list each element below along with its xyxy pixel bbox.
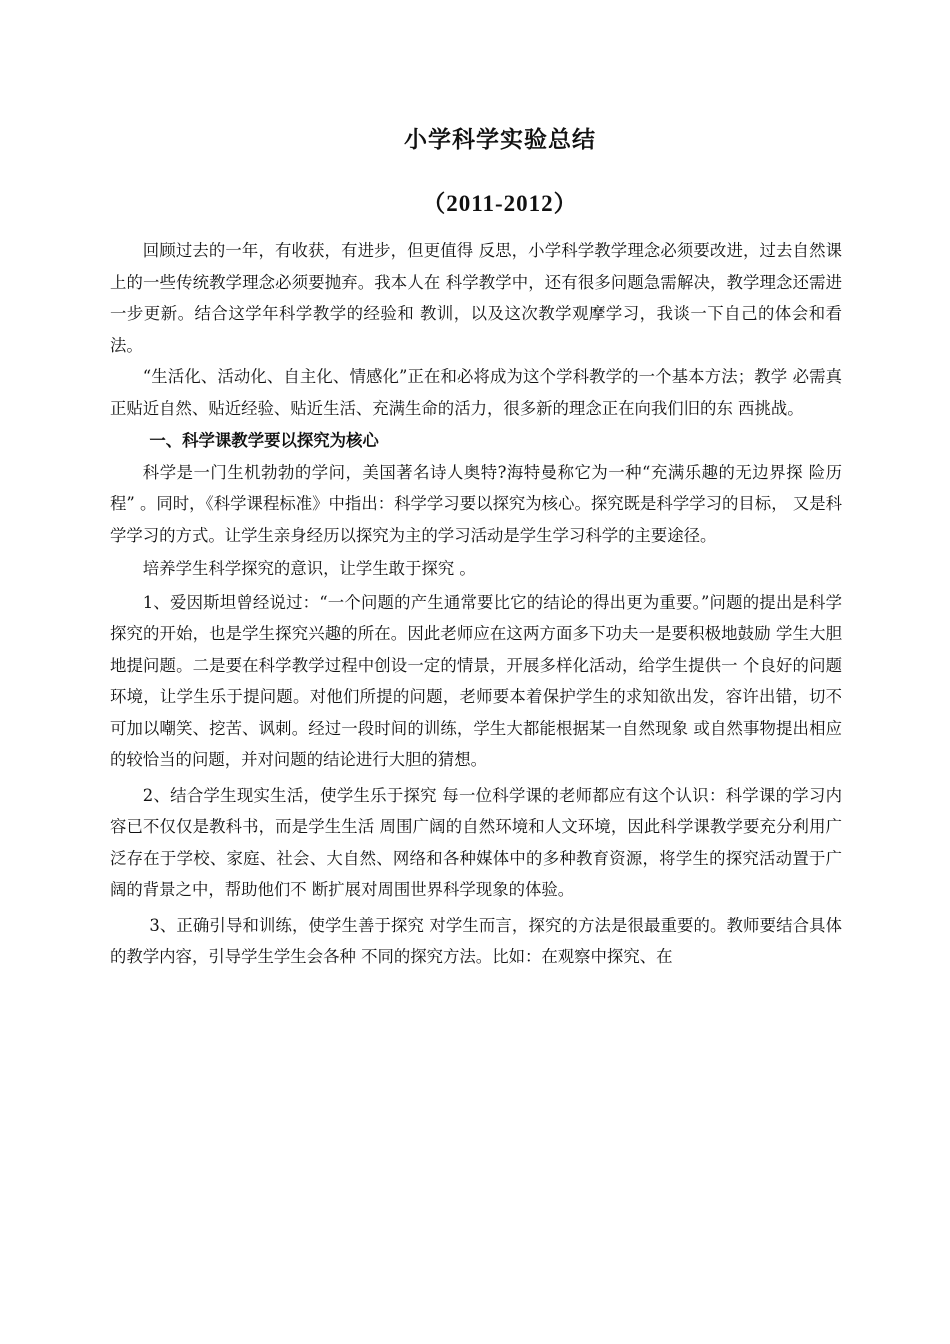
paragraph-point-1: 1、爱因斯坦曾经说过：“一个问题的产生通常要比它的结论的得出更为重要。”问题的提出是科学探究的开始，也是学生探究兴趣的所在。因此老师应在这两方面多下功夫一是要积极地鼓励 学生大胆地提问题。二是要在科学教学过程中创设一定的情景，开展多样化活动，给学生提供一 个良好的问题环境，让学生乐于提问题。对他们所提的问题，老师要本着保护学生的求知欲出发，容许出错，切不可加以嘲笑、挖苦、讽刺。经过一段时间的训练，学生大都能根据某一自然现象 或自然事物提出相应的较恰当的问题，并对问题的结论进行大胆的猜想。: [110, 592, 842, 769]
paragraph-point-3: 3、正确引导和训练，使学生善于探究 对学生而言，探究的方法是很最重要的。教师要结合具体的教学内容，引导学生学生会各种 不同的探究方法。比如：在观察中探究、在: [110, 915, 842, 966]
paragraph-intro: 回顾过去的一年，有收获，有进步，但更值得 反思，小学科学教学理念必须要改进，过去自然课上的一些传统教学理念必须要抛弃。我本人在 科学教学中，还有很多问题急需解决，教学理念还需进一步更新。结合这学年科学教学的经验和 教训，以及这次教学观摩学习，我谈一下自己的体会和看法。: [110, 241, 842, 355]
section-heading-1: 一、科学课教学要以探究为核心: [149, 431, 379, 450]
paragraph-science-inquiry: 科学是一门生机勃勃的学问，美国著名诗人奥特?海特曼称它为一种“充满乐趣的无边界探 险历程” 。同时，《科学课程标准》中指出：科学学习要以探究为核心。探究既是科学学习的目标， 又是科学学习的方式。让学生亲身经历以探究为主的学习活动是学生学习科学的主要途径。: [110, 462, 842, 545]
document-body: [110, 235, 842, 973]
document-title: 小学科学实验总结: [404, 126, 596, 153]
document-year: （2011-2012）: [422, 191, 578, 216]
paragraph-point-2: 2、结合学生现实生活，使学生乐于探究 每一位科学课的老师都应有这个认识：科学课的学习内容已不仅仅是教科书，而是学生生活 周围广阔的自然环境和人文环境，因此科学课教学要充分利用广泛存在于学校、家庭、社会、大自然、网络和各种媒体中的多种教育资源，将学生的探究活动置于广阔的背景之中，帮助他们不 断扩展对周围世界科学现象的体验。: [110, 785, 842, 899]
paragraph-inquiry-awareness: 培养学生科学探究的意识，让学生敢于探究 。: [142, 559, 476, 578]
paragraph-teaching-method: “生活化、活动化、自主化、情感化”正在和必将成为这个学科教学的一个基本方法；教学 必需真正贴近自然、贴近经验、贴近生活、充满生命的活力，很多新的理念正在向我们旧的东 西挑战。: [110, 367, 842, 418]
